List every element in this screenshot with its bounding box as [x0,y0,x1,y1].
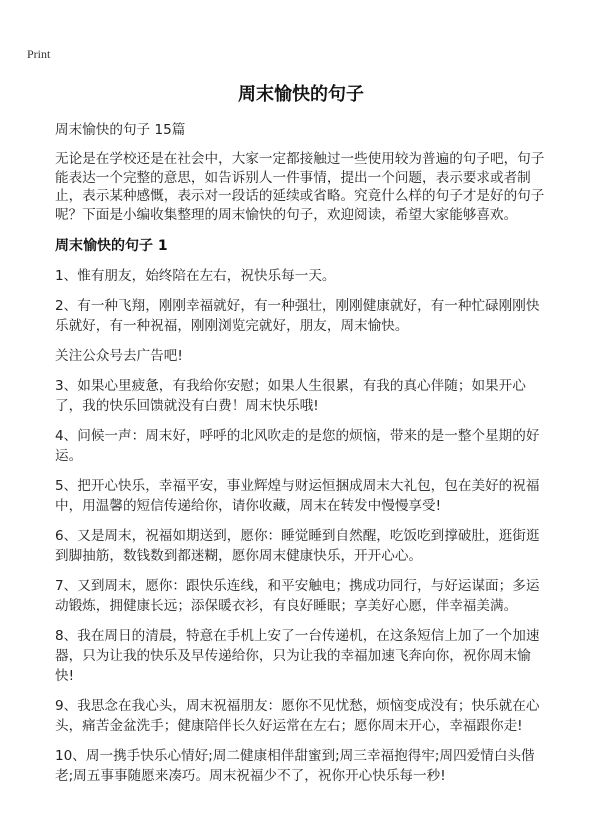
subtitle: 周末愉快的句子 15篇 [55,122,186,138]
paragraph: 8、我在周日的清晨，特意在手机上安了一台传递机，在这条短信上加了一个加速器，只为让我的快乐及早传递给你，只为让我的幸福加速飞奔向你，祝你周末愉快! [55,628,540,684]
paragraph: 1、惟有朋友，始终陪在左右，祝快乐每一天。 [55,268,336,284]
paragraph: 5、把开心快乐，幸福平安，事业辉煌与财运恒捆成周末大礼包，包在美好的祝福中，用温馨的短信传递给你，请你收藏，周末在转发中慢慢享受! [55,478,540,514]
intro-paragraph: 无论是在学校还是在社会中，大家一定都接触过一些使用较为普遍的句子吧，句子能表达一个完整的意思，如告诉别人一件事情，提出一个问题，表示要求或者制止，表示某种感慨，表示对一段话的延续或省略。究竟什么样的句子才是好的句子呢？下面是小编收集整理的周末愉快的句子，欢迎阅读，希望大家能够喜欢。 [55,151,545,223]
page-title: 周末愉快的句子 [238,84,364,105]
paragraph: 9、我思念在我心头，周末祝福朋友：愿你不见忧愁，烦恼变成没有；快乐就在心头，痛苦金盆洗手；健康陪伴长久好运常在左右；愿你周末开心，幸福跟你走! [55,698,540,734]
paragraph: 4、问候一声：周末好，呼呼的北风吹走的是您的烦恼，带来的是一整个星期的好运。 [55,428,540,464]
print-link[interactable]: Print [27,47,51,61]
paragraph: 3、如果心里疲惫，有我给你安慰；如果人生很累，有我的真心伴随；如果开心了，我的快乐回馈就没有白费！周末快乐哦! [55,378,526,414]
paragraph: 7、又到周末，愿你：跟快乐连线，和平安触电；携成功同行，与好运谋面；多运动锻炼，拥健康长远；添保暖衣衫，有良好睡眠；享美好心愿，伴幸福美满。 [55,578,540,614]
section-heading: 周末愉快的句子 1 [55,238,168,254]
paragraph: 10、周一携手快乐心情好;周二健康相伴甜蜜到;周三幸福抱得牢;周四爱情白头偕老;周五事事随愿来凑巧。周末祝福少不了，祝你开心快乐每一秒! [55,748,535,784]
paragraph: 2、有一种飞翔，刚刚幸福就好，有一种强壮，刚刚健康就好，有一种忙碌刚刚快乐就好，有一种祝福，刚刚浏览完就好，朋友，周末愉快。 [55,298,540,334]
ad-notice: 关注公众号去广告吧! [55,348,183,364]
document-body [55,82,547,796]
paragraph: 6、又是周末，祝福如期送到，愿你：睡觉睡到自然醒，吃饭吃到撑破肚，逛街逛到脚抽筋，数钱数到都迷糊，愿你周末健康快乐，开开心心。 [55,528,540,564]
